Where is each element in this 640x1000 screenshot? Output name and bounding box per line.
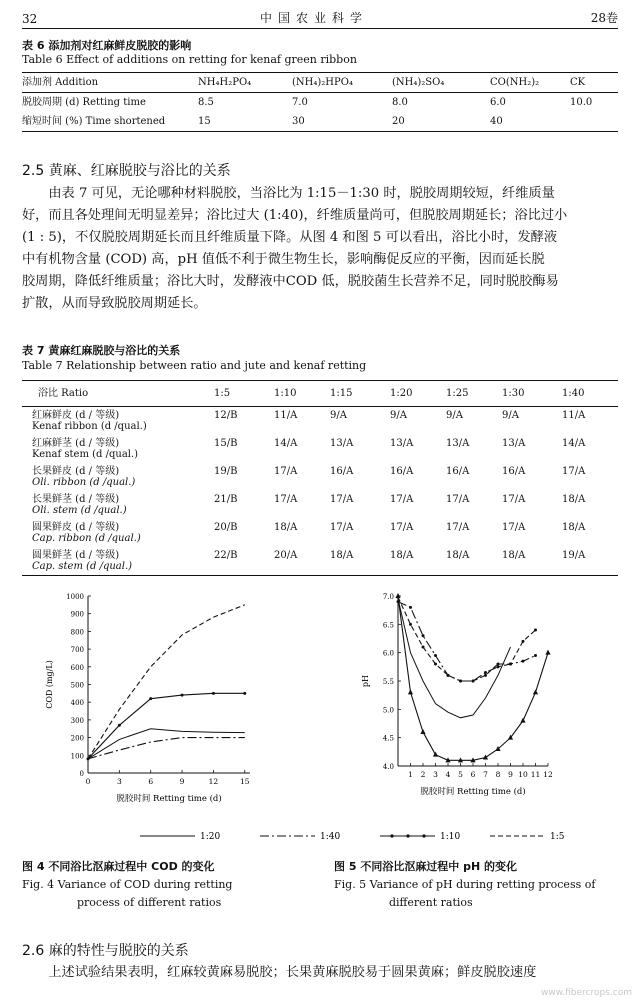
table7-header-cell: 1:15 <box>330 381 390 407</box>
data-point <box>534 629 537 632</box>
x-tick-label: 12 <box>543 770 553 779</box>
table-row <box>22 112 618 132</box>
x-tick-label: 1 <box>408 770 413 779</box>
table6-header-cell: NH₄H₂PO₄ <box>198 73 292 93</box>
table7-cell: 17/A <box>330 522 354 533</box>
data-point <box>434 654 437 657</box>
legend-marker <box>406 834 409 837</box>
table6-cell: 缩短时间 (%) Time shortened <box>22 112 198 132</box>
table7-row-label-line: Cap. ribbon (d /qual.) <box>32 533 141 544</box>
table7-cell: 17/A <box>330 494 354 505</box>
data-point <box>422 634 425 637</box>
paragraph-line: 扩散，从而导致脱胶周期延长。 <box>22 296 207 311</box>
watermark: www.fibercrops.com <box>541 988 632 998</box>
data-point <box>522 640 525 643</box>
journal-name: 中国农业科学 <box>259 11 368 25</box>
x-axis-label: 脱胶时间 Retting time (d) <box>420 787 526 797</box>
table6-cell: 8.5 <box>198 97 214 108</box>
table7-row-label <box>22 435 214 463</box>
data-point <box>472 680 475 683</box>
table7-row-label-line: 红麻鲜皮 (d / 等级) <box>32 410 120 421</box>
table7-cell: 18/A <box>274 522 298 533</box>
table7-cell: 17/A <box>502 494 526 505</box>
data-point <box>181 694 184 697</box>
fig4-caption-cn: 图 4 不同浴比沤麻过程中 COD 的变化 <box>22 860 215 873</box>
y-tick-label: 6.5 <box>382 621 394 630</box>
table7-row-label-line: Kenaf stem (d /qual.) <box>32 449 139 460</box>
y-tick-label: 4.0 <box>382 763 394 771</box>
table7-cell: 18/A <box>446 547 502 576</box>
y-tick-label: 4.5 <box>382 734 394 743</box>
table7-row-label <box>22 463 214 491</box>
y-tick-label: 6.0 <box>382 649 394 658</box>
fig5-caption-cn: 图 5 不同浴比沤麻过程中 pH 的变化 <box>334 860 518 873</box>
data-point <box>484 674 487 677</box>
table6-cell: 10.0 <box>570 97 593 108</box>
table6-header-cell: CK <box>570 73 618 93</box>
table6-cell: 7.0 <box>292 97 308 108</box>
table-row <box>22 435 618 463</box>
table7-cell: 19/B <box>214 466 238 477</box>
x-tick-label: 6 <box>148 777 154 786</box>
table7-row-label-line: Oli. ribbon (d /qual.) <box>32 477 136 488</box>
data-point <box>420 729 425 734</box>
x-tick-label: 2 <box>420 770 426 779</box>
table7-cell: 16/A <box>446 466 470 477</box>
y-tick-label: 7.0 <box>382 593 394 601</box>
table7-cell: 17/A <box>562 466 586 477</box>
table7-row-label-line: 长果鲜茎 (d / 等级) <box>32 494 120 505</box>
y-axis-label: COD (mg/L) <box>45 660 54 709</box>
table7-row-label-line: 圆果鲜茎 (d / 等级) <box>32 550 120 561</box>
table6-cell: 脱胶周期 (d) Retting time <box>22 97 146 108</box>
table7-cell: 17/A <box>274 494 298 505</box>
table7-header-cell: 1:40 <box>562 381 618 407</box>
data-point <box>395 593 400 598</box>
section-2-5-paragraph <box>22 183 618 315</box>
table7-cell: 18/A <box>330 547 390 576</box>
legend-marker <box>422 834 425 837</box>
y-tick-label: 400 <box>70 699 84 708</box>
table7-row-label <box>22 519 214 547</box>
x-tick-label: 11 <box>530 770 541 779</box>
table7-title-cn: 表 7 黄麻红麻脱胶与浴比的关系 <box>22 344 181 357</box>
y-tick-label: 600 <box>70 663 84 672</box>
table7-cell: 17/A <box>390 522 414 533</box>
table7-title-en: Table 7 Relationship between ratio and jute and kenaf retting <box>22 359 367 372</box>
y-tick-label: 900 <box>70 610 84 619</box>
data-point <box>409 623 412 626</box>
table7-row-label-line: 圆果鲜皮 (d / 等级) <box>32 522 120 533</box>
legend-label: 1:10 <box>440 832 461 842</box>
table7-cell: 16/A <box>390 466 414 477</box>
fig5-caption-en2: different ratios <box>389 896 473 909</box>
data-point <box>149 697 152 700</box>
table7-cell: 17/A <box>446 522 470 533</box>
table-row <box>22 93 618 113</box>
y-tick-label: 500 <box>70 681 84 690</box>
paragraph-line: 中有机物含量 (COD) 高，pH 值低不利于微生物生长，影响酶促反应的平衡，因而延长脱 <box>22 252 545 267</box>
table7-cell: 9/A <box>446 410 463 421</box>
data-point <box>434 663 437 666</box>
data-point <box>497 663 500 666</box>
table7-cell: 12/B <box>214 410 238 421</box>
table7-header-cell: 1:10 <box>274 381 330 407</box>
running-header <box>22 6 618 29</box>
series-line-1-40 <box>398 602 536 681</box>
table7-row-label-line: Cap. stem (d /qual.) <box>32 561 133 572</box>
y-tick-label: 1000 <box>66 593 84 601</box>
paragraph-line: 胶周期，降低纤维质量；浴比大时，发酵液中COD 低，脱胶菌生长营养不足，同时脱胶酶易 <box>22 274 559 289</box>
table7-cell: 18/A <box>562 522 586 533</box>
table6-title-en: Table 6 Effect of additions on retting for kenaf green ribbon <box>22 53 357 66</box>
table7-cell: 11/A <box>562 410 586 421</box>
fig5-caption <box>334 858 595 912</box>
table6-header-row <box>22 73 618 93</box>
data-point <box>118 724 121 727</box>
table-row <box>22 491 618 519</box>
table-row <box>22 463 618 491</box>
table6-cell: 20 <box>392 112 490 132</box>
x-tick-label: 3 <box>116 777 122 786</box>
data-point <box>459 680 462 683</box>
page-number: 32 <box>22 12 38 26</box>
data-point <box>509 663 512 666</box>
x-tick-label: 3 <box>433 770 438 779</box>
table7-cell: 19/A <box>562 547 618 576</box>
table6-cell: 40 <box>490 112 570 132</box>
y-tick-label: 0 <box>79 770 84 778</box>
table6-header-cell: 添加剂 Addition <box>22 73 198 93</box>
table7-cell: 22/B <box>214 547 274 576</box>
table7-cell: 18/A <box>502 547 562 576</box>
table7-cell: 17/A <box>390 494 414 505</box>
data-point <box>447 674 450 677</box>
data-point <box>422 646 425 649</box>
y-axis-label: pH <box>361 674 370 688</box>
series-line-1-5 <box>398 597 536 681</box>
table7-cell: 13/A <box>446 438 470 449</box>
data-point <box>397 600 400 603</box>
x-tick-label: 6 <box>470 770 476 779</box>
data-point <box>497 665 500 668</box>
x-tick-label: 5 <box>458 770 463 779</box>
table7-cell: 9/A <box>502 410 519 421</box>
y-tick-label: 800 <box>70 628 84 637</box>
table6-cell <box>570 112 618 132</box>
data-point <box>408 689 413 694</box>
table7-cell: 17/A <box>502 522 526 533</box>
table7-row-label <box>22 407 214 436</box>
paragraph-line: 由表 7 可见，无论哪种材料脱胶，当浴比为 1:15－1:30 时，脱胶周期较短，纤维质量 <box>22 186 555 201</box>
table-row <box>22 407 618 436</box>
fig4-caption-en1: Fig. 4 Variance of COD during retting <box>22 878 233 891</box>
table7-cell: 20/B <box>214 522 238 533</box>
table7 <box>22 380 618 576</box>
x-tick-label: 4 <box>445 770 451 779</box>
table7-cell: 15/B <box>214 438 238 449</box>
table7-cell: 13/A <box>330 438 354 449</box>
x-tick-label: 0 <box>85 777 91 786</box>
table7-cell: 14/A <box>562 438 586 449</box>
data-point <box>483 755 488 760</box>
legend-label: 1:20 <box>200 832 221 842</box>
table7-cell: 16/A <box>330 466 354 477</box>
series-line-1-10 <box>88 693 245 759</box>
table7-header-cell: 1:5 <box>214 381 274 407</box>
y-tick-label: 5.0 <box>382 706 394 715</box>
table7-cell: 18/A <box>390 547 446 576</box>
fig5-caption-en1: Fig. 5 Variance of pH during retting process of <box>334 878 596 891</box>
x-tick-label: 9 <box>508 770 513 779</box>
table7-row-label <box>22 547 214 576</box>
y-tick-label: 5.5 <box>382 678 394 686</box>
data-point <box>212 692 215 695</box>
fig4-caption-en2: process of different ratios <box>77 896 222 909</box>
x-tick-label: 8 <box>495 770 501 779</box>
table7-cell: 20/A <box>274 547 330 576</box>
table-row <box>22 519 618 547</box>
series-line-1-40 <box>88 738 245 759</box>
table6-cell: 8.0 <box>392 97 408 108</box>
data-point <box>534 654 537 657</box>
table7-header-cell: 1:25 <box>446 381 502 407</box>
x-tick-label: 10 <box>518 770 528 779</box>
chart-legend <box>120 824 600 848</box>
series-line-1-5 <box>88 605 245 759</box>
table6-title-cn: 表 6 添加剂对红麻鲜皮脱胶的影响 <box>22 39 192 52</box>
volume-label: 28卷 <box>590 11 618 25</box>
table6-cell: 6.0 <box>490 97 506 108</box>
table7-cell: 14/A <box>274 438 298 449</box>
table7-header-cell: 1:30 <box>502 381 562 407</box>
x-tick-label: 7 <box>483 770 488 779</box>
y-tick-label: 200 <box>70 734 84 743</box>
paragraph-line: 上述试验结果表明，红麻较黄麻易脱胶；长果黄麻脱胶易于圆果黄麻；鲜皮脱胶速度 <box>22 965 537 980</box>
legend-label: 1:5 <box>550 832 565 842</box>
data-point <box>533 689 538 694</box>
paragraph-line: 好，而且各处理间无明显差异；浴比过大 (1:40)，纤维质量尚可，但脱胶周期延长；浴比过小 <box>22 208 568 223</box>
data-point <box>522 660 525 663</box>
table6-cell: 30 <box>292 112 392 132</box>
table6 <box>22 72 618 132</box>
table7-cell: 17/A <box>446 494 470 505</box>
table7-cell: 17/A <box>274 466 298 477</box>
table7-row-label-line: 红麻鲜茎 (d / 等级) <box>32 438 120 449</box>
table7-cell: 13/A <box>502 438 526 449</box>
table6-header-cell: (NH₄)₂HPO₄ <box>292 73 392 93</box>
fig4-cod-chart <box>40 588 260 813</box>
table7-cell: 16/A <box>502 466 526 477</box>
fig5-ph-chart <box>350 588 570 813</box>
table6-cell: 15 <box>198 112 292 132</box>
fig4-caption <box>22 858 232 912</box>
x-axis-label: 脱胶时间 Retting time (d) <box>116 794 222 804</box>
legend-marker <box>390 834 393 837</box>
table7-header-cell: 1:20 <box>390 381 446 407</box>
table7-cell: 9/A <box>390 410 407 421</box>
y-tick-label: 700 <box>70 646 84 655</box>
section-2-6-heading: 2.6 麻的特性与脱胶的关系 <box>22 943 189 959</box>
table7-cell: 13/A <box>390 438 414 449</box>
paragraph-line: (1 : 5)，不仅脱胶周期延长而且纤维质量下降。从图 4 和图 5 可以看出，浴比小时，发酵液 <box>22 230 558 245</box>
table7-header-cell: 浴比 Ratio <box>22 381 214 407</box>
table7-cell: 18/A <box>562 494 586 505</box>
section-2-5-heading: 2.5 黄麻、红麻脱胶与浴比的关系 <box>22 163 231 179</box>
x-tick-label: 15 <box>240 777 250 786</box>
x-tick-label: 9 <box>179 777 185 786</box>
table7-cell: 21/B <box>214 494 238 505</box>
x-tick-label: 12 <box>208 777 219 786</box>
table7-row-label-line: 长果鲜皮 (d / 等级) <box>32 466 120 477</box>
table7-cell: 11/A <box>274 410 298 421</box>
table7-row-label-line: Kenaf ribbon (d /qual.) <box>32 421 147 432</box>
table7-header-row <box>22 381 618 407</box>
series-line-1-10 <box>398 596 548 760</box>
table6-header-cell: CO(NH₂)₂ <box>490 73 570 93</box>
y-tick-label: 300 <box>70 716 84 725</box>
table7-cell: 9/A <box>330 410 347 421</box>
table7-row-label-line: Oli. stem (d /qual.) <box>32 505 127 516</box>
table6-header-cell: (NH₄)₂SO₄ <box>392 73 490 93</box>
data-point <box>545 650 550 655</box>
y-tick-label: 100 <box>70 752 84 761</box>
data-point <box>243 692 246 695</box>
data-point <box>484 671 487 674</box>
data-point <box>520 718 525 723</box>
legend-label: 1:40 <box>320 832 341 842</box>
section-2-6-paragraph <box>22 962 618 984</box>
data-point <box>409 606 412 609</box>
table7-row-label <box>22 491 214 519</box>
table-row <box>22 547 618 576</box>
